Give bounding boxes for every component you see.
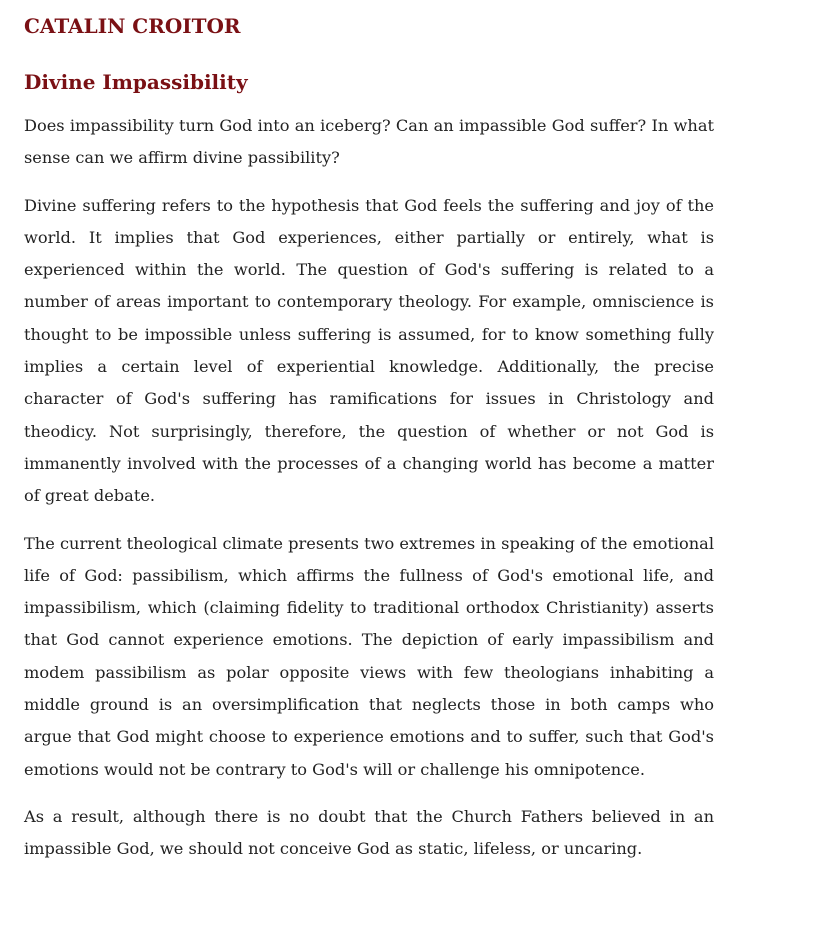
article-title: Divine Impassibility xyxy=(24,70,248,94)
paragraph-theological-climate: The current theological climate presents two extremes in speaking of the emotional life of God: passibilism, which affirms the fullness of God's emotional life, and impassibilism, which (claiming fidelity to traditional orthodox Christianity) asserts that God cannot experience emotions. The depiction of early impassibilism and modem passibilism as polar opposite views with few theologians inhabiting a middle ground is an oversimplification that neglects those in both camps who argue that God might choose to experience emotions and to suffer, such that God's emotions would not be contrary to God's will or challenge his omnipotence. xyxy=(24,533,714,779)
paragraph-conclusion: As a result, although there is no doubt that the Church Fathers believed in an impassible God, we should not conceive God as static, lifeless, or uncaring. xyxy=(24,806,714,859)
paragraph-divine-suffering: Divine suffering refers to the hypothesis that God feels the suffering and joy of the world. It implies that God experiences, either partially or entirely, what is experienced within the world. The question of God's suffering is related to a number of areas important to contemporary theology. For example, omniscience is thought to be impossible unless suffering is assumed, for to know something fully implies a certain level of experiential knowledge. Additionally, the precise character of God's suffering has ramifications for issues in Christology and theodicy. Not surprisingly, therefore, the question of whether or not God is immanently involved with the processes of a changing world has become a matter of great debate. xyxy=(24,195,714,506)
author-name: CATALIN CROITOR xyxy=(24,14,241,38)
paragraph-intro: Does impassibility turn God into an iceberg? Can an impassible God suffer? In what sense can we affirm divine passibility? xyxy=(24,116,714,168)
article xyxy=(24,10,714,866)
